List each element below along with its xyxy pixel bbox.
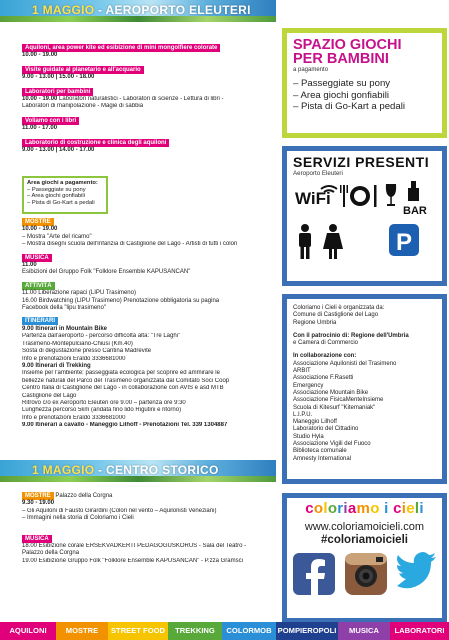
bar-item-street-food[interactable]: STREET FOOD — [108, 622, 168, 640]
social-icons — [291, 551, 441, 601]
svg-text:P: P — [396, 229, 413, 256]
bar-item-trekking[interactable]: TREKKING — [168, 622, 222, 640]
events-top — [22, 44, 276, 154]
hashtag: #coloriamoicieli — [321, 534, 408, 546]
wifi-icon — [295, 186, 337, 208]
play-area-box: Area giochi a pagamento: – Passeggiate su pony – Area giochi gonfiabili – Pista di Go-Kart a pedali — [22, 176, 108, 214]
credits-panel: Coloriamo i Cieli è organizzata da: Comune di Castiglione del Lago Regione Umbria Con il patrocinio di: Regione dell'Umbria e Camera di Commercio In collaborazione con: Associazione Aquilonisti del Trasimeno ARBIT Associazione F.Rasetti Emergency Associazione Mountain Bike Associazione FisicaMenteInsieme Scuola di Kitesurf "Kitemaniak" L.I.P.U. Maneggio Lilhoff Laboratorio del Cittadino Studio Hyla Associazione Vigili del Fuoco Biblioteca comunale Amnesty International — [282, 294, 447, 484]
itinerari: ITINERARI 9.00 Itinerari in Mountain Bike Partenza dall'aeroporto - percorso difficoltà alta: "Tre Laghi" Trasimeno-Montepulciano-Chiusi (Km.40) Sosta di degustazione presso Cantina Madrevite Info e prenotazioni Eraldo 3336681000 9.00 Itinerari di Trekking Insieme per l'ambiente: passeggiata ecologica per scoprire ed ammirare le bellezze naturali del Parco del Trasimeno organizzata dal Comitato Soci Coop Centro Italia di Castiglione del Lago - in collaborazione con AVIS e asd MTB Castiglione del Lago Ritrovo c/o ex Aeroporto Eleuteri ore 9.00 – partenza ore 9:30 Lunghezza percorso 5km (andata fino lido Rigutini e ritorno) Info e prenotazioni Eraldo 3336681000 9.00 Itinerari a cavallo - Maneggio Lilhoff - Prenotazioni Tel. 339 1304887 — [22, 318, 230, 429]
musica-top: MUSICA 11.00 Esibizioni del Gruppo Folk "Folklore Ensemble KAPUSANCAN" — [22, 254, 191, 276]
bar-item-aquiloni[interactable]: AQUILONI — [0, 622, 56, 640]
event-aquiloni: Aquiloni, area power kite ed esibizione di mini mongolfiere colorate 10.00 - 19.00 — [22, 44, 276, 60]
musica-bottom: MUSICA 18.00 Esibizione corale ÉRSEKVADKERTI PEDAGÓGUSKÓRUS - Sala del Teatro - Palazzo della Corgna 19.00 Esibizione Gruppo Folk "Folklore Ensemble KAPUSANCAN" - P.zza Gramsci — [22, 535, 247, 564]
header-bottom-banner — [0, 460, 276, 482]
bar-item-colormob[interactable]: COLORMOB — [222, 622, 276, 640]
website-link[interactable]: www.coloriamoicieli.com — [304, 521, 425, 533]
event-costruzione-aquiloni: Laboratorio di costruzione e clinica degli aquiloni 9.00 - 13.00 | 14.00 - 17.00 — [22, 139, 276, 155]
partners-list: Associazione Aquilonisti del Trasimeno ARBIT Associazione F.Rasetti Emergency Associazione Mountain Bike Associazione FisicaMenteInsieme Scuola di Kitesurf "Kitemaniak" L.I.P.U. Maneggio Lilhoff Laboratorio del Cittadino Studio Hyla Associazione Vigili del Fuoco Biblioteca comunale Amnesty International — [293, 360, 397, 462]
bar-item-mostre[interactable]: MOSTRE — [56, 622, 108, 640]
event-laboratori: Laboratori per bambini 10.00 - 19.00 Laboratori naturalistici - Laboratori di scienze - Lettura di libri - Laboratori di manipolazione - Magie di sabbia — [22, 88, 224, 110]
events-bottom — [22, 492, 276, 565]
events-mid — [22, 218, 276, 430]
spazio-giochi-list: – Passeggiate su pony – Area giochi gonfiabili – Pista di Go-Kart a pedali — [293, 78, 405, 112]
bar-item-laboratori[interactable]: LABORATORI — [390, 622, 449, 640]
header-top-banner — [0, 0, 276, 22]
woman-icon — [323, 224, 343, 259]
mostre-top: MOSTRE 10.00 - 19.00 – Mostra "Arte del ricamo" – Mostra disegni scuola dell'Infanzia di Castiglione del Lago - Artisti di tutti i colori — [22, 219, 238, 248]
bar-item-pompieropoli[interactable]: POMPIEROPOLI — [276, 622, 338, 640]
bottom-category-bar — [0, 622, 449, 640]
coloriamo-logo: coloriamo i cieli — [305, 500, 424, 517]
event-planetario: Visite guidate al planetario e all'acquario 9.00 - 13.00 | 15.00 - 18.00 — [22, 66, 276, 82]
servizi-icons — [293, 180, 443, 280]
header-bottom-title: 1 MAGGIO - CENTRO STORICO — [32, 463, 219, 477]
twitter-icon[interactable] — [397, 552, 436, 588]
wine-glass-icon — [386, 184, 396, 206]
cutlery-plate-icon — [340, 185, 377, 207]
bar-icon — [403, 181, 427, 217]
svg-text:BAR: BAR — [403, 205, 427, 217]
brand-panel — [282, 493, 447, 623]
instagram-icon[interactable] — [345, 553, 387, 595]
facebook-icon[interactable] — [293, 553, 335, 595]
spazio-giochi-panel: SPAZIO GIOCHI PER BAMBINI a pagamento – Passeggiate su pony – Area giochi gonfiabili – Pista di Go-Kart a pedali — [282, 28, 447, 138]
svg-text:WiFi: WiFi — [295, 189, 331, 208]
event-voliamo-libri: Voliamo con i libri 11.00 - 17.00 — [22, 117, 276, 133]
servizi-panel: SERVIZI PRESENTI Aeroporto Eleuteri WiFi BAR P — [282, 146, 447, 286]
header-top-title: 1 MAGGIO - AEROPORTO ELEUTERI — [32, 3, 251, 17]
man-icon — [299, 224, 311, 259]
mostre-bottom: MOSTRE Palazzo della Corgna 9.30 - 19.00 – Gli Aquiloni di Fausto Girardini (Colori nel vento – Aquilonisti Veneziani) – Immagini nella storia di Coloriamo i Cieli — [22, 493, 217, 522]
bar-item-musica[interactable]: MUSICA — [338, 622, 390, 640]
attivita: ATTIVITÀ 11.00 Liberazione rapaci (LIPU Trasimeno) 16.00 Birdwatching (LIPU Trasimeno) Prenotazione obbligatoria su pagina Facebook della "lipu trasimeno" — [22, 282, 220, 312]
parking-icon — [389, 224, 419, 256]
